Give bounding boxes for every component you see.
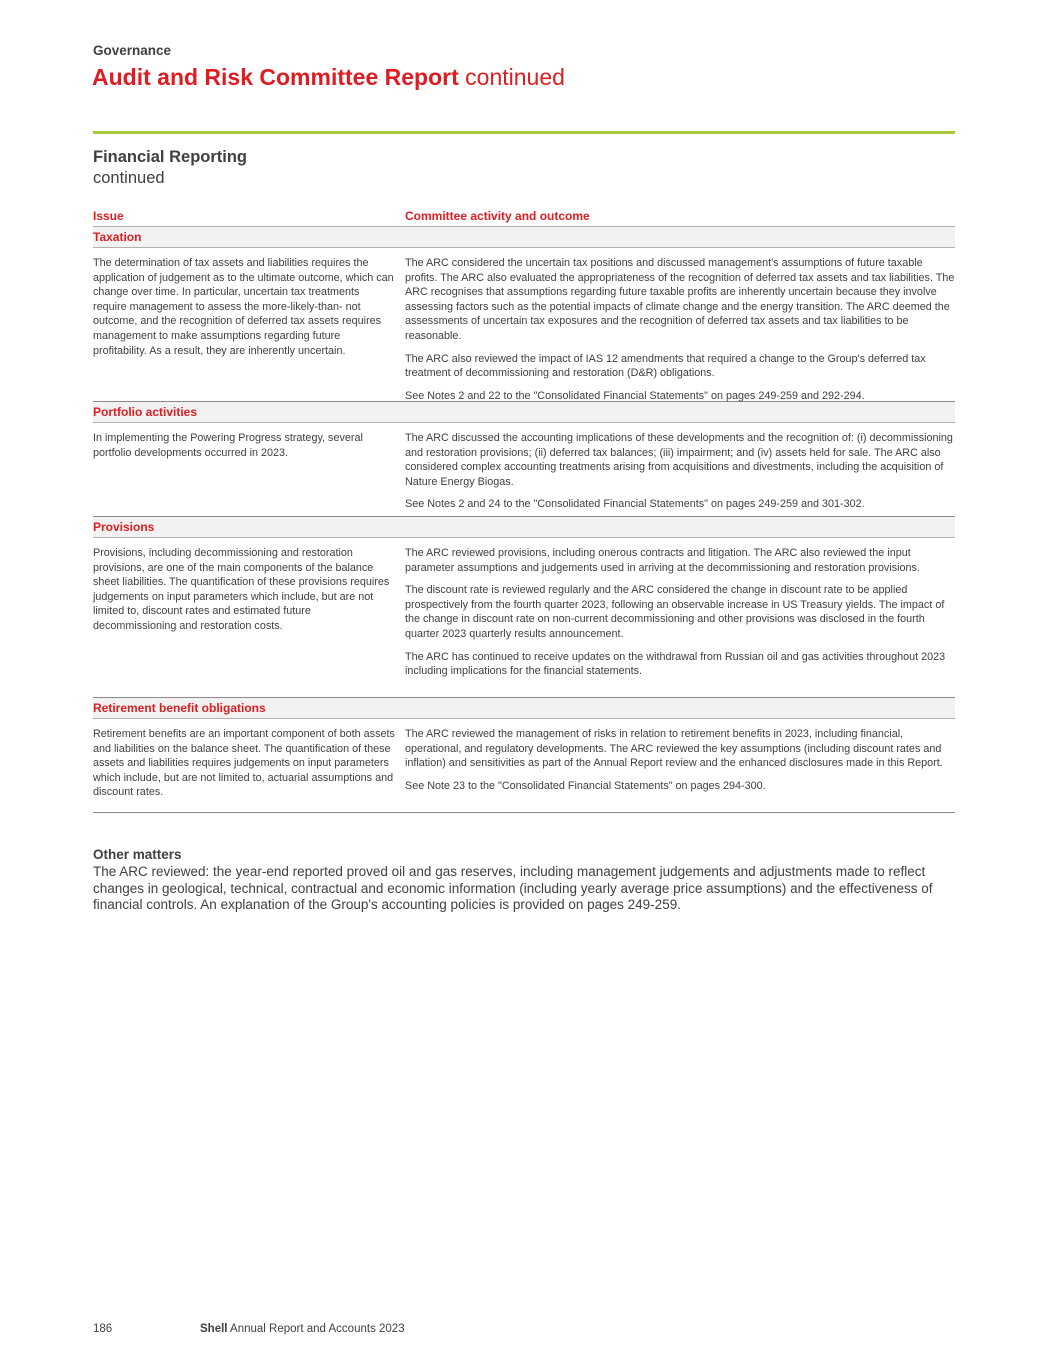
table-row bbox=[93, 719, 955, 813]
activity-paragraph: The ARC reviewed provisions, including onerous contracts and litigation. The ARC also reviewed the input parameter assumptions and judgements used in arriving at the decommissioning and restoration provisions. bbox=[405, 547, 920, 574]
activity-paragraph: See Notes 2 and 22 to the "Consolidated Financial Statements" on pages 249-259 and 292-294. bbox=[405, 389, 865, 402]
issue-text: Provisions, including decommissioning and restoration provisions, are one of the main components of the balance sheet liabilities. The quantification of these provisions requires judgements on input parameters which include, but are not limited to, discount rates and estimated future decommissioning and restoration costs. bbox=[93, 547, 390, 632]
column-header-issue: Issue bbox=[93, 209, 124, 223]
publication-title: Annual Report and Accounts 2023 bbox=[230, 1323, 405, 1335]
table-row bbox=[93, 538, 955, 698]
other-matters-title: Other matters bbox=[93, 847, 182, 862]
activity-paragraph: The ARC reviewed the management of risks in relation to retirement benefits in 2023, including financial, operational, and regulatory developments. The ARC reviewed the key assumptions (including discount rates and inflation) and sensitivities as part of the Annual Report review and the enhanced disclosures made in this Report. bbox=[405, 728, 943, 770]
column-header-activity: Committee activity and outcome bbox=[405, 209, 590, 223]
group-heading-retirement-benefit-obligations: Retirement benefit obligations bbox=[93, 698, 955, 719]
activity-paragraph: The discount rate is reviewed regularly and the ARC considered the change in discount rate to be applied prospectively from the fourth quarter 2023, following an observable increase in US Treasury yields. The impact of the change in discount rate on non-current decommissioning and other provisions was disclosed in the fourth quarter 2023 quarterly results announcement. bbox=[405, 584, 945, 640]
table-header-row bbox=[93, 206, 955, 227]
activity-paragraph: See Note 23 to the "Consolidated Financial Statements" on pages 294-300. bbox=[405, 779, 766, 792]
table-row bbox=[93, 248, 955, 402]
activity-paragraph: The ARC discussed the accounting implications of these developments and the recognition of: (i) decommissioning and restoration provisions; (ii) deferred tax balances; (iii) impairment; and (iv) assets held for sale. The ARC also considered complex accounting treatments arising from acquisitions and divestments, including the acquisition of Nature Energy Biogas. bbox=[405, 432, 953, 488]
subsection-subtitle: continued bbox=[93, 169, 165, 187]
page-title-suffix: continued bbox=[465, 64, 565, 90]
activity-paragraph: See Notes 2 and 24 to the "Consolidated Financial Statements" on pages 249-259 and 301-302. bbox=[405, 498, 865, 511]
group-heading-portfolio-activities: Portfolio activities bbox=[93, 402, 955, 423]
page-number: 186 bbox=[93, 1323, 113, 1335]
group-heading-taxation: Taxation bbox=[93, 227, 955, 248]
activity-paragraph: The ARC also reviewed the impact of IAS 12 amendments that required a change to the Group's deferred tax treatment of decommissioning and restoration (D&R) obligations. bbox=[405, 352, 926, 380]
activity-cell bbox=[405, 256, 955, 402]
accent-divider bbox=[93, 131, 955, 134]
brand-name: Shell bbox=[200, 1323, 228, 1335]
footer-publication bbox=[200, 1323, 405, 1335]
section-label: Governance bbox=[93, 43, 172, 58]
issue-cell bbox=[93, 546, 405, 693]
issue-text: Retirement benefits are an important component of both assets and liabilities on the balance sheet. The quantification of these assets and liabilities requires judgements on input parameters which include, but are not limited to, actuarial assumptions and discount rates. bbox=[93, 728, 395, 799]
issue-text: In implementing the Powering Progress strategy, several portfolio developments occurred in 2023. bbox=[93, 432, 363, 459]
activity-paragraph: The ARC considered the uncertain tax positions and discussed management's assumptions of future taxable profits. The ARC also evaluated the appropriateness of the recognition of deferred tax assets and tax liabilities. The ARC recognises that assumptions regarding future taxable profits are inherently uncertain because they involve assessing factors such as the potential impacts of climate change and the energy transition. The ARC deemed the assessments of uncertain tax exposures and the recognition of deferred tax assets and tax liabilities to be reasonable. bbox=[405, 257, 955, 342]
subsection-title: Financial Reporting bbox=[93, 148, 248, 166]
committee-table bbox=[93, 206, 955, 813]
activity-cell bbox=[405, 727, 955, 808]
group-heading-provisions: Provisions bbox=[93, 517, 955, 538]
subsection-heading bbox=[93, 147, 247, 189]
issue-cell bbox=[93, 431, 405, 512]
issue-cell bbox=[93, 256, 405, 397]
issue-text: The determination of tax assets and liabilities requires the application of judgement as to the ultimate outcome, which can change over time. In particular, uncertain tax treatments require management to assess the more-likely-than- not outcome, and the recognition of deferred tax assets requires management to make assumptions regarding future profitability. As a result, they are inherently uncertain. bbox=[93, 257, 394, 357]
activity-cell bbox=[405, 546, 955, 693]
other-matters-text: The ARC reviewed: the year-end reported proved oil and gas reserves, including management judgements and adjustments made to reflect changes in geological, technical, contractual and economic information (including yearly average price assumptions) and the effectiveness of financial controls. An explanation of the Group's accounting policies is provided on pages 249-259. bbox=[93, 864, 933, 912]
issue-cell bbox=[93, 727, 405, 808]
page-title-main: Audit and Risk Committee Report bbox=[92, 64, 459, 90]
table-row bbox=[93, 423, 955, 517]
page-title bbox=[92, 64, 565, 91]
activity-cell bbox=[405, 431, 955, 512]
activity-paragraph: The ARC has continued to receive updates on the withdrawal from Russian oil and gas activities throughout 2023 including implications for the financial statements. bbox=[405, 650, 946, 678]
other-matters-section bbox=[93, 847, 955, 914]
